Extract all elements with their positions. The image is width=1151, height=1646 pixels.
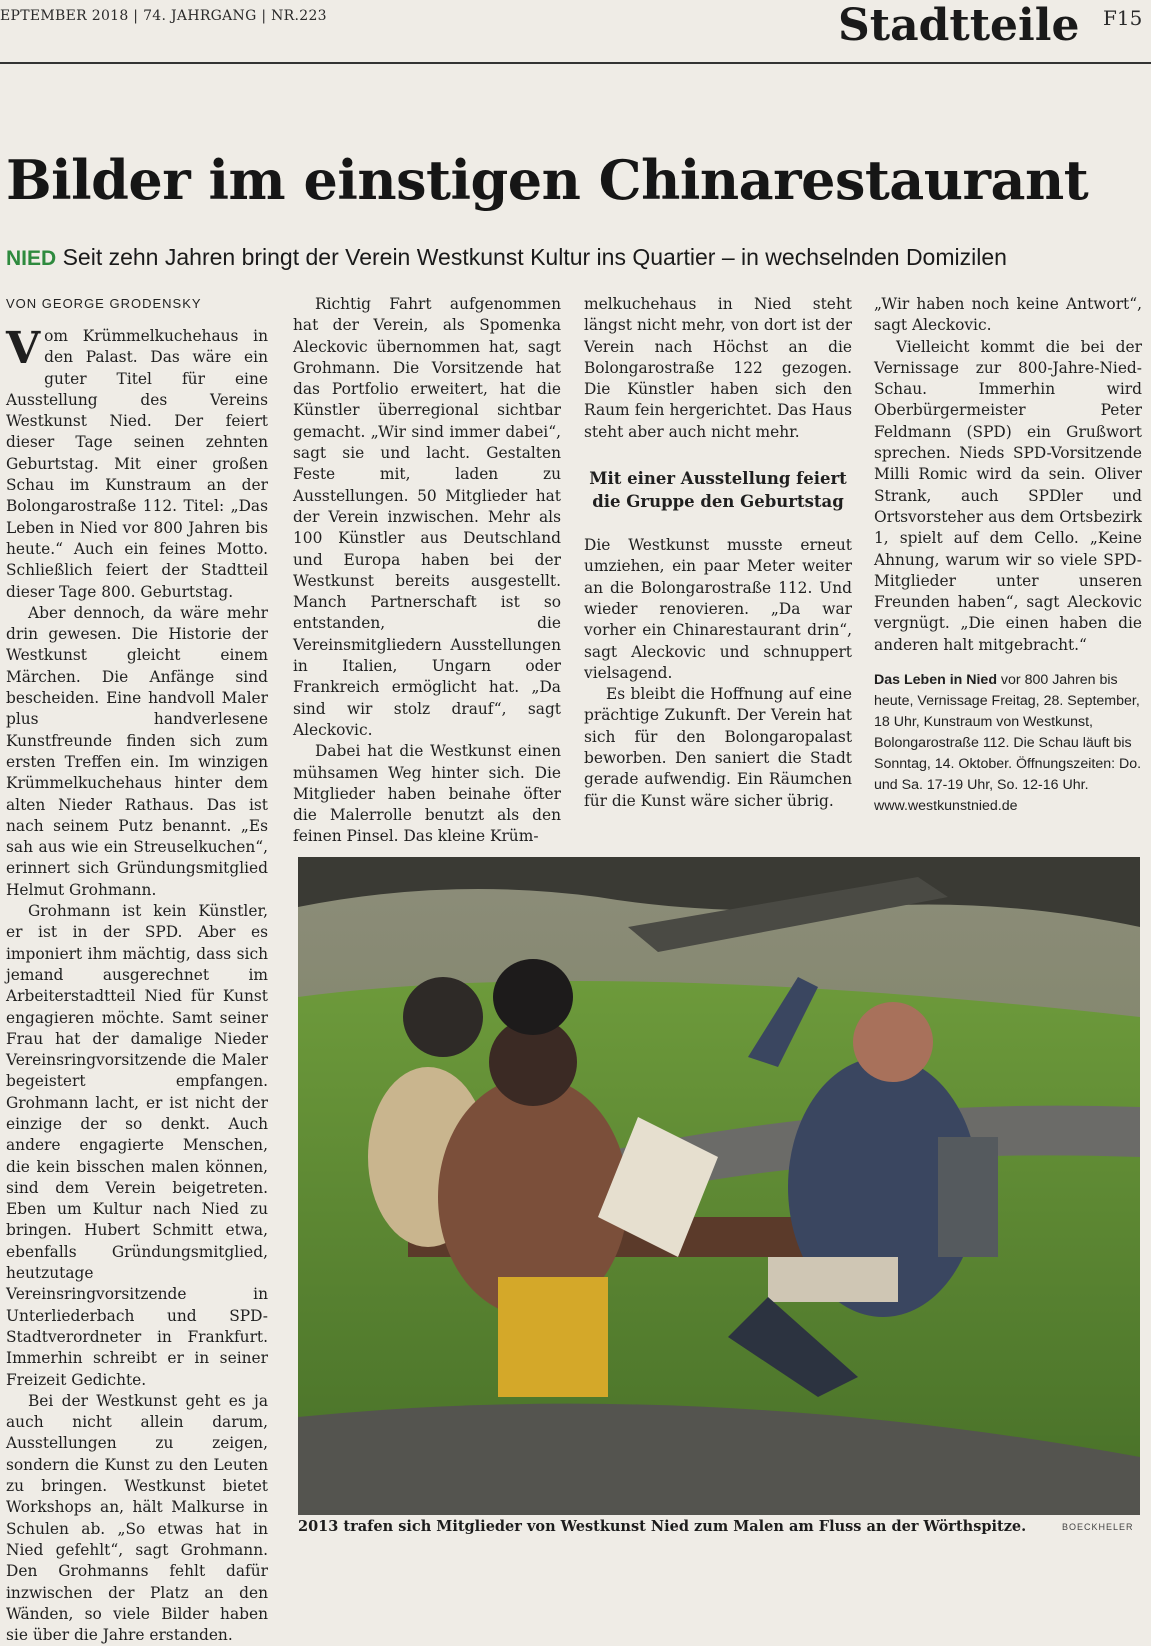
- paragraph: Aber dennoch, da wäre mehr drin gewesen. Die Historie der Westkunst gleicht einem Märchen. Die Anfänge sind bescheiden. Eine handvoll Maler plus handverlesene Kunstfreunde finden sich zum ersten Treffen ein. Im winzigen Krümmelkuchehaus hinter dem alten Nieder Rathaus. Das ist nach seinem Putz benannt. „Es sah aus wie ein Streuselkuchen“, erinnert sich Gründungsmitglied Helmut Grohmann.: [6, 603, 268, 899]
- event-info-box: [874, 670, 1142, 817]
- paragraph: „Wir haben noch keine Antwort“, sagt Aleckovic.: [874, 295, 1142, 335]
- person-left-head: [403, 977, 483, 1057]
- subhead-text: Seit zehn Jahren bringt der Verein Westkunst Kultur ins Quartier – in wechselnden Domizilen: [62, 244, 1007, 270]
- photo-credit: BOECKHELER: [1062, 1522, 1134, 1532]
- column-4: [874, 294, 1142, 817]
- photo-caption: 2013 trafen sich Mitglieder von Westkunst Nied zum Malen am Fluss an der Wörthspitze.: [298, 1518, 1027, 1535]
- event-info-lead: Das Leben in Nied: [874, 672, 997, 689]
- drawing-board: [768, 1257, 898, 1302]
- paragraph: Vom Krümmelkuchehaus in den Palast. Das wäre ein guter Titel für eine Ausstellung des Vereins Westkunst Nied. Der feiert dieser Tage seinen zehnten Geburtstag. Mit einer großen Schau im Kunstraum an der Bolongarostraße 112. Titel: „Das Leben in Nied vor 800 Jahren bis heute.“ Auch ein feines Motto. Schließlich feiert der Stadtteil dieser Tage 800. Geburtstag.: [6, 323, 268, 601]
- page-number: F15: [1103, 6, 1143, 30]
- paragraph: Grohmann ist kein Künstler, er ist in der SPD. Aber es imponiert ihm mächtig, dass sich jemand ausgerechnet im Arbeiterstadtteil Nied für Kunst engagieren möchte. Samt seiner Frau hat der damalige Nieder Vereinsringvorsitzende die Maler begeistert empfangen. Grohmann lacht, er ist nicht der einzige der so denkt. Auch andere engagierte Menschen, die kein bisschen malen können, sind dem Verein beigetreten. Eben um Kultur nach Nied zu bringen. Hubert Schmitt etwa, ebenfalls Gründungsmitglied, heutzutage Vereinsringvorsitzende in Unterliederbach und SPD-Stadtverordneter in Frankfurt. Immerhin schreibt er in seiner Freizeit Gedichte.: [6, 902, 268, 1389]
- column-2: [293, 294, 561, 848]
- paragraph: Dabei hat die Westkunst einen mühsamen Weg hinter sich. Die Mitglieder haben beinahe öfter die Malerrolle benutzt als den feinen Pinsel. Das kleine Krüm-: [293, 742, 561, 846]
- masthead-rule: [0, 62, 1151, 64]
- headline: Bilder im einstigen Chinarestaurant: [6, 148, 1089, 212]
- interheading: Mit einer Ausstellung feiert die Gruppe den Geburtstag: [589, 469, 847, 512]
- paragraph: Es bleibt die Hoffnung auf eine prächtige Zukunft. Der Verein hat sich für den Bolongaropalast beworben. Den saniert die Stadt gerade aufwendig. Ein Räumchen für die Kunst wäre sicher übrig.: [584, 685, 852, 810]
- paragraph: melkuchehaus in Nied steht längst nicht mehr, von dort ist der Verein nach Höchst an die Bolongarostraße 122 gezogen. Die Künstler haben sich den Raum fein hergerichtet. Das Haus steht aber auch nicht mehr.: [584, 295, 852, 441]
- column-1: [6, 323, 268, 1646]
- person-back: [493, 959, 573, 1035]
- section-title: Stadtteile: [838, 0, 1080, 51]
- masthead: [0, 0, 1151, 62]
- dateline: EPTEMBER 2018 | 74. JAHRGANG | NR.223: [0, 8, 327, 24]
- column-3: [584, 294, 852, 812]
- paragraph: Richtig Fahrt aufgenommen hat der Verein, als Spomenka Aleckovic übernommen hat, sagt Grohmann. Die Vorsitzende hat das Portfolio erweitert, hat die Künstler überregional sichtbar gemacht. „Wir sind immer dabei“, sagt sie und lacht. Gestalten Feste mit, laden zu Ausstellungen. 50 Mitglieder hat der Verein inzwischen. Mehr als 100 Künstler aus Deutschland und Europa haben bei der Westkunst bereits ausgestellt. Manch Partnerschaft ist so entstanden, die Vereinsmitgliedern Ausstellungen in Italien, Ungarn oder Frankreich ermöglicht hat. „Da sind wir stolz drauf“, sagt Aleckovic.: [293, 295, 561, 739]
- event-info-text: vor 800 Jahren bis heute, Vernissage Freitag, 28. September, 18 Uhr, Kunstraum von Westkunst, Bolongarostraße 112. Die Schau läuft bis Sonntag, 14. Oktober. Öffnungszeiten: Do. und Sa. 17-19 Uhr, So. 12-16 Uhr. www.westkunstnied.de: [874, 672, 1142, 815]
- byline: VON GEORGE GRODENSKY: [6, 296, 202, 311]
- photo-scene: [298, 857, 1140, 1515]
- paragraph: Die Westkunst musste erneut umziehen, ein paar Meter weiter an die Bolongarostraße 112. Und wieder renovieren. „Da war vorher ein Chinarestaurant drin“, sagt Aleckovic und schnuppert vielsagend.: [584, 536, 852, 682]
- yellow-bag: [498, 1277, 608, 1397]
- young-man-head: [853, 1002, 933, 1082]
- kicker-location: NIED: [6, 247, 57, 270]
- dropcap: V: [6, 323, 41, 374]
- paragraph: Bei der Westkunst geht es ja auch nicht allein darum, Ausstellungen zu zeigen, sondern die Kunst zu den Leuten zu bringen. Westkunst bietet Workshops an, hält Malkurse in Schulen ab. „So etwas hat in Nied gefehlt“, sagt Grohmann. Den Grohmanns fehlt dafür inzwischen der Platz an den Wänden, so viele Bilder haben sie über die Jahre erstanden.: [6, 1391, 268, 1645]
- trash-bin: [938, 1137, 998, 1257]
- subheadline: [6, 244, 1146, 271]
- article-photo: [298, 857, 1140, 1515]
- paragraph: Vielleicht kommt die bei der Vernissage zur 800-Jahre-Nied-Schau. Immerhin wird Oberbürgermeister Peter Feldmann (SPD) ein Grußwort sprechen. Nieds SPD-Vorsitzende Milli Romic wird da sein. Oliver Strank, auch SPDler und Ortsvorsteher aus dem Ortsbezirk 1, spielt auf dem Cello. „Keine Ahnung, warum wir so viele SPD-Mitglieder unter unseren Freunden haben“, sagt Aleckovic vergnügt. „Die einen haben die anderen halt mitgebracht.“: [874, 337, 1142, 654]
